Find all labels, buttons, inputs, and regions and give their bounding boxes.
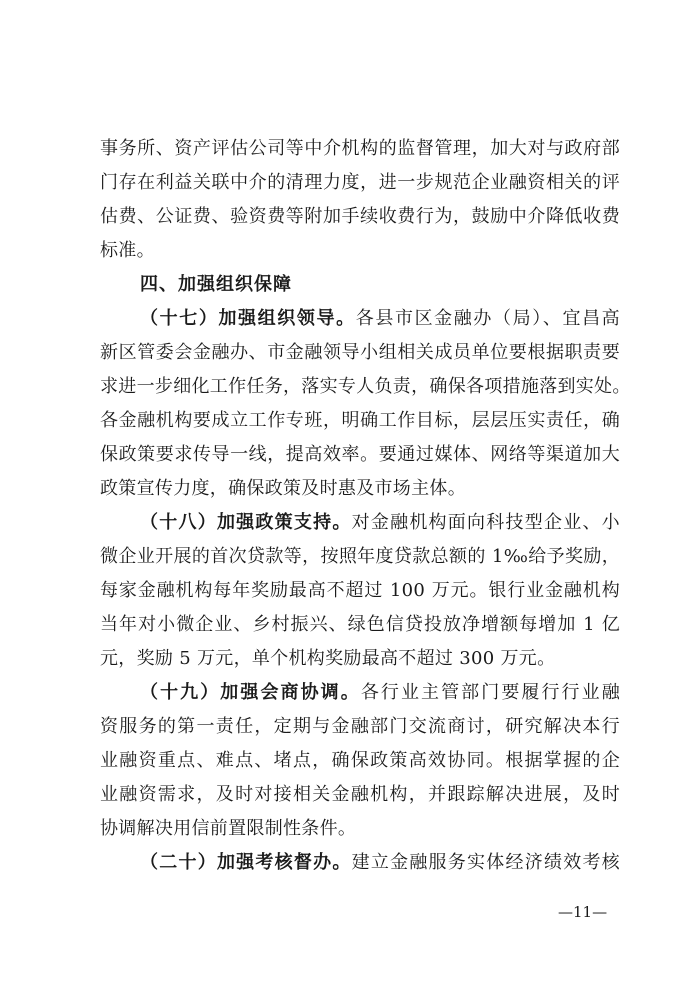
document-body <box>100 132 631 880</box>
paragraph-line: 政策宣传力度，确保政策及时惠及市场主体。 <box>100 478 466 499</box>
paragraph-first-line <box>100 302 620 336</box>
paragraph-line: 门存在利益关联中介的清理力度，进一步规范企业融资相关的评 <box>100 172 620 193</box>
paragraph-line: 保政策要求传导一线，提高效率。要通过媒体、网络等渠道加大 <box>100 444 620 465</box>
clause-text: 对金融机构面向科技型企业、小 <box>351 512 620 533</box>
paragraph-first-line <box>100 676 620 710</box>
paragraph-first-line <box>100 506 620 540</box>
paragraph-line: 每家金融机构每年奖励最高不超过 100 万元。银行业金融机构 <box>100 580 620 601</box>
paragraph-line: 标准。 <box>100 240 155 261</box>
paragraph-line: 业融资重点、难点、堵点，确保政策高效协同。根据掌握的企 <box>100 750 620 771</box>
clause-title: （十七）加强组织领导。 <box>140 308 356 329</box>
clause-title: （二十）加强考核督办。 <box>140 852 352 873</box>
clause-title: （十八）加强政策支持。 <box>140 512 352 533</box>
paragraph-line: 事务所、资产评估公司等中介机构的监督管理，加大对与政府部 <box>100 138 620 159</box>
clause-text: 建立金融服务实体经济绩效考核 <box>351 852 620 873</box>
section-heading: 四、加强组织保障 <box>140 274 292 295</box>
clause-text: 各县市区金融办（局）、宜昌高 <box>355 308 620 329</box>
paragraph-first-line <box>100 846 620 880</box>
clause-text: 各行业主管部门要履行行业融 <box>360 682 620 703</box>
paragraph-line: 微企业开展的首次贷款等，按照年度贷款总额的 1‰给予奖励， <box>100 546 620 567</box>
clause-title: （十九）加强会商协调。 <box>140 682 361 703</box>
paragraph-line: 协调解决用信前置限制性条件。 <box>100 818 357 839</box>
paragraph-line: 各金融机构要成立工作专班，明确工作目标，层层压实责任，确 <box>100 410 620 431</box>
paragraph-line: 元，奖励 5 万元，单个机构奖励最高不超过 300 万元。 <box>100 648 556 669</box>
paragraph-line: 资服务的第一责任，定期与金融部门交流商讨，研究解决本行 <box>100 716 620 737</box>
page-number: —11— <box>558 903 608 921</box>
paragraph-line: 新区管委会金融办、市金融领导小组相关成员单位要根据职责要 <box>100 342 620 363</box>
paragraph-line: 业融资需求，及时对接相关金融机构，并跟踪解决进展，及时 <box>100 784 620 805</box>
paragraph-line: 求进一步细化工作任务，落实专人负责，确保各项措施落到实处。 <box>100 376 631 397</box>
paragraph-line: 估费、公证费、验资费等附加手续收费行为，鼓励中介降低收费 <box>100 206 620 227</box>
paragraph-line: 当年对小微企业、乡村振兴、绿色信贷投放净增额每增加 1 亿 <box>100 614 620 635</box>
